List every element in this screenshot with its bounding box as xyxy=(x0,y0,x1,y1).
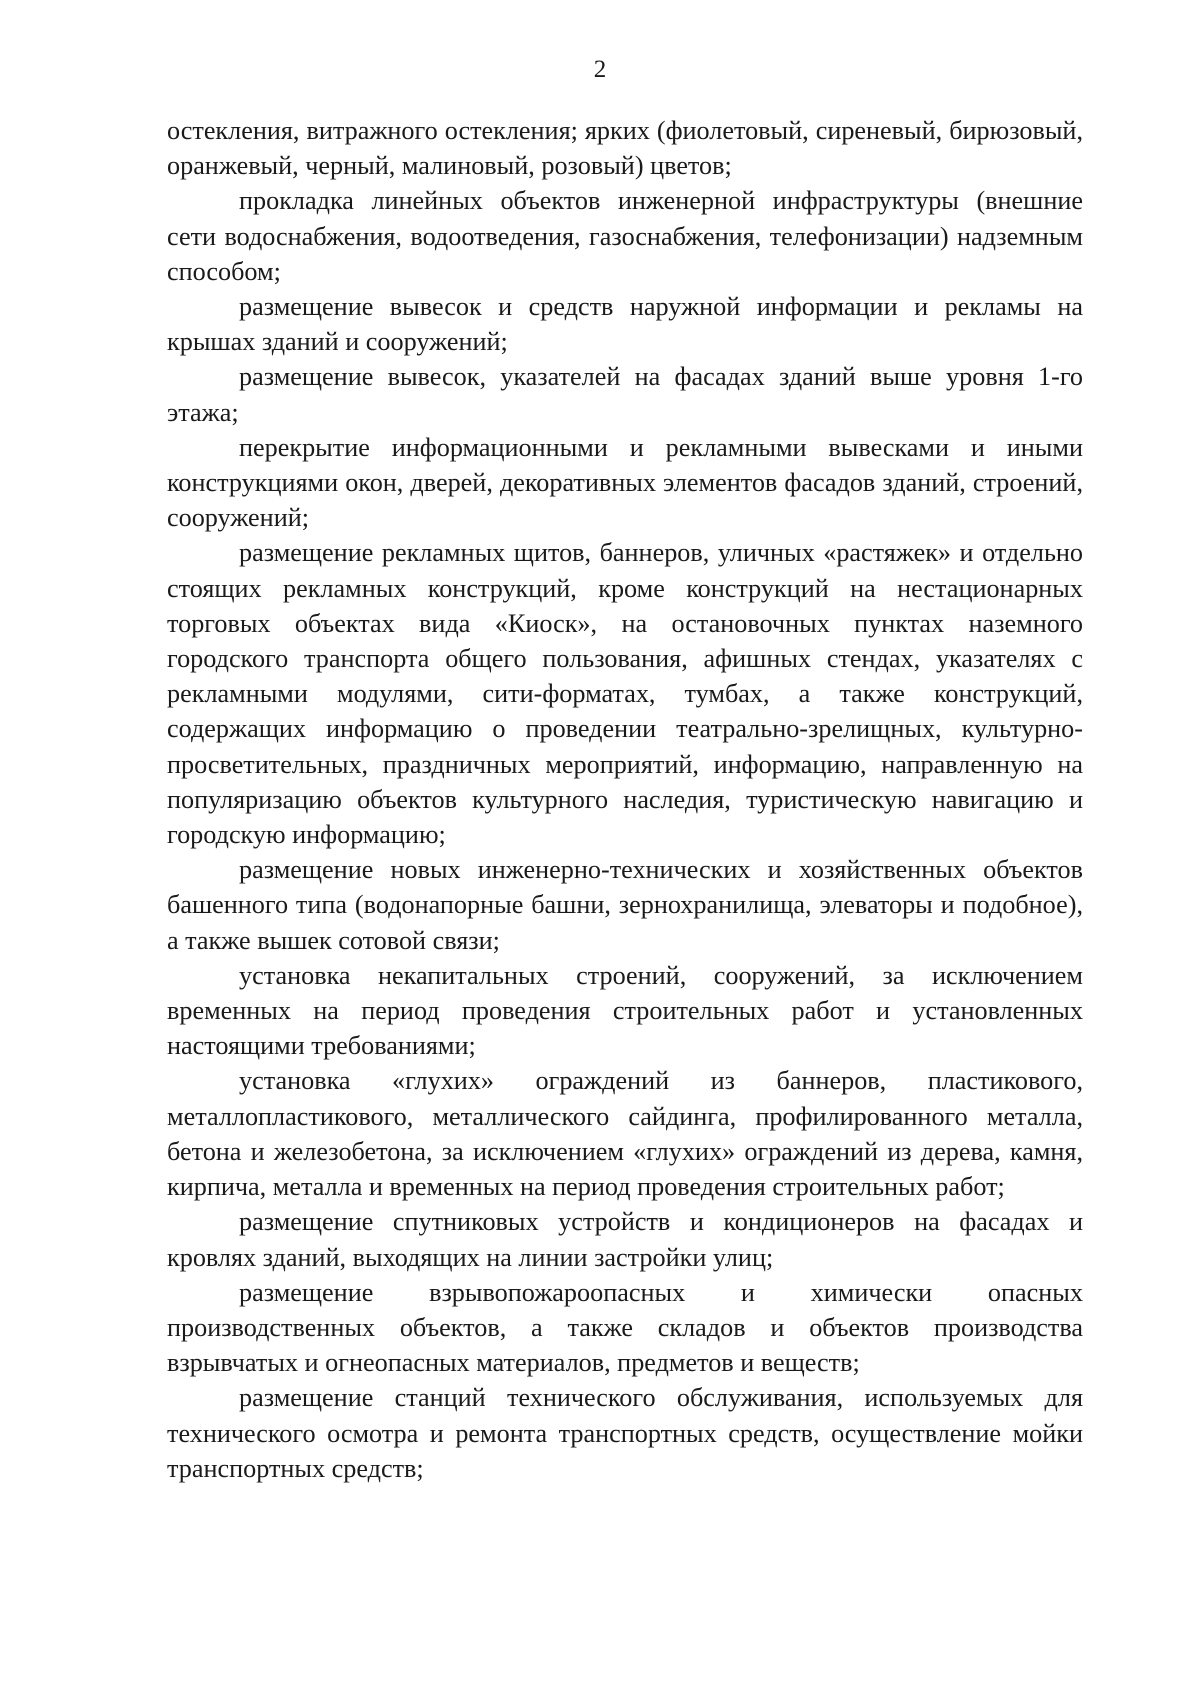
page-number: 2 xyxy=(593,56,607,83)
paragraph: установка «глухих» ограждений из баннеров, пластикового, металлопластикового, металлического сайдинга, профилированного металла, бетона и железобетона, за исключением «глухих» ограждений из дерева, камня, кирпича, металла и временных на период проведения строительных работ; xyxy=(167,1066,1083,1202)
paragraph: размещение новых инженерно-технических и хозяйственных объектов башенного типа (водонапорные башни, зернохранилища, элеваторы и подобное), а также вышек сотовой связи; xyxy=(167,855,1083,955)
paragraph: размещение вывесок, указателей на фасадах зданий выше уровня 1-го этажа; xyxy=(167,362,1083,427)
paragraph-continuation: остекления, витражного остекления; ярких (фиолетовый, сиреневый, бирюзовый, оранжевый, черный, малиновый, розовый) цветов; xyxy=(167,116,1083,181)
paragraph: размещение спутниковых устройств и кондиционеров на фасадах и кровлях зданий, выходящих на линии застройки улиц; xyxy=(167,1207,1083,1272)
paragraph: прокладка линейных объектов инженерной инфраструктуры (внешние сети водоснабжения, водоотведения, газоснабжения, телефонизации) надземным способом; xyxy=(167,186,1083,286)
paragraph: перекрытие информационными и рекламными вывесками и иными конструкциями окон, дверей, декоративных элементов фасадов зданий, строений, сооружений; xyxy=(167,432,1083,533)
paragraph: размещение вывесок и средств наружной информации и рекламы на крышах зданий и сооружений; xyxy=(167,292,1083,357)
paragraph: установка некапитальных строений, сооружений, за исключением временных на период проведения строительных работ и установленных настоящими требованиями; xyxy=(167,960,1083,1061)
document-body xyxy=(167,113,1083,1486)
paragraph: размещение взрывопожароопасных и химически опасных производственных объектов, а также складов и объектов производства взрывчатых и огнеопасных материалов, предметов и веществ; xyxy=(167,1277,1083,1378)
paragraph: размещение рекламных щитов, баннеров, уличных «растяжек» и отдельно стоящих рекламных конструкций, кроме конструкций на нестационарных торговых объектах вида «Киоск», на остановочных пунктах наземного городского транспорта общего пользования, афишных стендах, указателях с рекламными модулями, сити-форматах, тумбах, а также конструкций, содержащих информацию о проведении театрально-зрелищных, культурно-просветительных, праздничных мероприятий, информацию, направленную на популяризацию объектов культурного наследия, туристическую навигацию и городскую информацию; xyxy=(167,538,1083,850)
paragraph: размещение станций технического обслуживания, используемых для технического осмотра и ремонта транспортных средств, осуществление мойки транспортных средств; xyxy=(167,1383,1083,1483)
